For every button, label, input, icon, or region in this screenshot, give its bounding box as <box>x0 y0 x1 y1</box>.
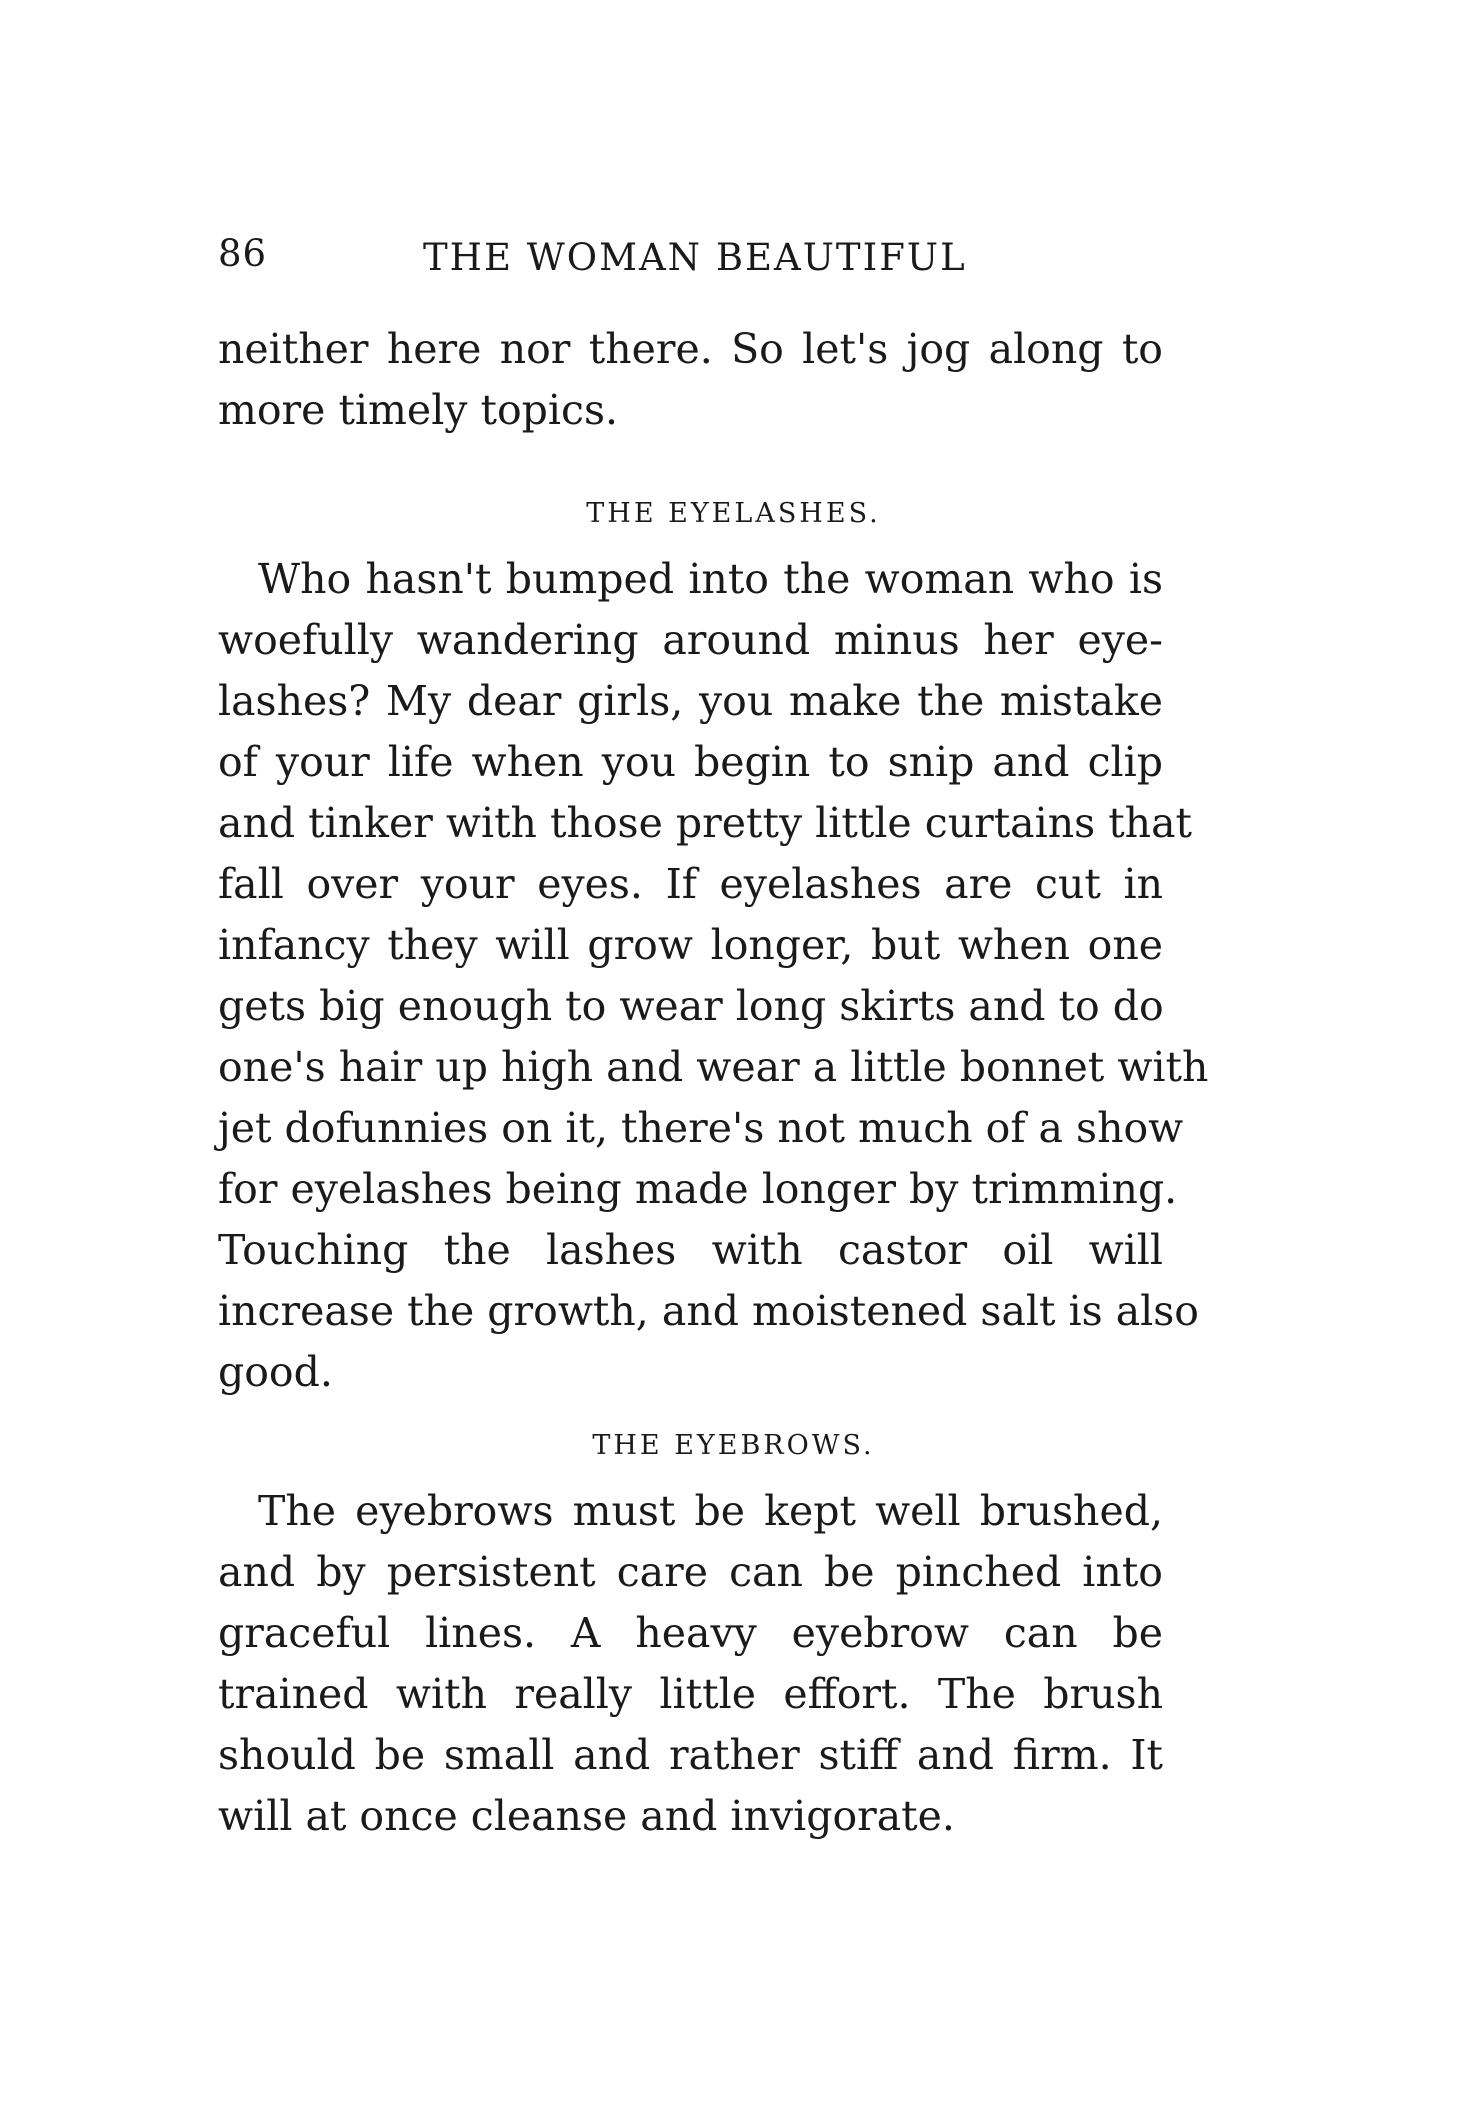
text-line: fall over your eyes. If eyelashes are cut in <box>218 860 1163 908</box>
text-line: should be small and rather stiff and firm. It <box>218 1731 1163 1779</box>
text-line: woefully wandering around minus her eye- <box>218 616 1163 664</box>
text-line: infancy they will grow longer, but when one <box>218 921 1163 969</box>
running-head-title: THE WOMAN BEAUTIFUL <box>423 236 967 279</box>
text-line: for eyelashes being made longer by trimming. <box>218 1165 1178 1213</box>
section-heading-eyebrows: THE EYEBROWS. <box>592 1430 875 1461</box>
text-line: and by persistent care can be pinched into <box>218 1548 1163 1596</box>
text-line: The eyebrows must be kept well brushed, <box>258 1487 1163 1535</box>
section-heading-eyelashes: THE EYELASHES. <box>586 498 881 529</box>
text-line: one's hair up high and wear a little bonnet with <box>218 1043 1209 1091</box>
text-line: will at once cleanse and invigorate. <box>218 1792 955 1840</box>
text-line: lashes? My dear girls, you make the mistake <box>218 677 1163 725</box>
text-line: good. <box>218 1348 333 1396</box>
text-line: jet dofunnies on it, there's not much of a show <box>218 1104 1184 1152</box>
page-number: 86 <box>218 232 268 275</box>
text-line: neither here nor there. So let's jog along to <box>218 325 1163 373</box>
text-line: and tinker with those pretty little curtains that <box>218 799 1193 847</box>
text-line: Who hasn't bumped into the woman who is <box>258 555 1163 603</box>
text-line: more timely topics. <box>218 386 619 434</box>
text-line: gets big enough to wear long skirts and to do <box>218 982 1164 1030</box>
running-head <box>218 232 1158 292</box>
text-line: graceful lines. A heavy eyebrow can be <box>218 1609 1163 1657</box>
text-line: increase the growth, and moistened salt is also <box>218 1287 1199 1335</box>
text-line: Touching the lashes with castor oil will <box>218 1226 1163 1274</box>
text-line: trained with really little effort. The brush <box>218 1670 1163 1718</box>
text-line: of your life when you begin to snip and clip <box>218 738 1163 786</box>
